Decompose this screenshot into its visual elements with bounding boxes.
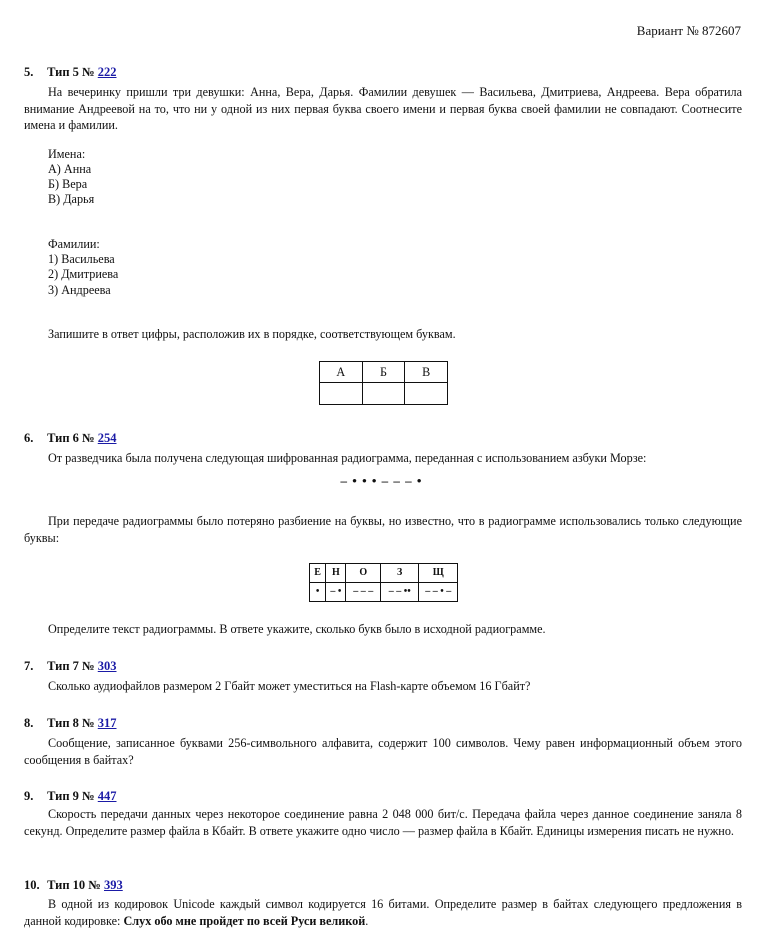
task-6-heading <box>24 430 117 447</box>
task-5-heading <box>24 64 117 81</box>
task-10-body: В одной из кодировок Unicode каждый символ кодируется 16 битами. Определите размер в байтах следующего предложения в данной кодировке: <box>24 897 742 928</box>
task-5-text: На вечеринку пришли три девушки: Анна, Вера, Дарья. Фамилии девушек — Васильева, Дмитриева, Андреева. Вера обратила внимание Андреевой на то, что ни у одной из них первая буква своего имени и первая буква своей фамилии не совпадают. Соотнесите имена и фамилии. <box>24 85 742 133</box>
task-8-heading <box>24 715 117 732</box>
task-7-heading <box>24 658 117 675</box>
morse-table <box>309 563 458 602</box>
task-10-heading <box>24 877 123 894</box>
surname-item: 1) Васильева <box>48 252 115 266</box>
name-item: Б) Вера <box>48 177 88 191</box>
task-9-text: Скорость передачи данных через некоторое соединение равна 2 048 000 бит/с. Передача файла через данное соединение заняла 8 секунд. Определите размер файла в Кбайт. В ответе укажите одно число — размер файла в Кбайт. Единицы измерения писать не нужно. <box>24 807 742 838</box>
task-8-type: Тип 8 № <box>47 716 95 730</box>
morse-letter: Е <box>310 564 326 583</box>
task-6-link[interactable]: 254 <box>97 431 117 445</box>
task-10-sentence: Слух обо мне пройдет по всей Руси великой <box>123 913 366 928</box>
answer-table <box>319 361 448 405</box>
morse-code: – • <box>326 583 346 602</box>
task-5-number: 5. <box>24 65 34 79</box>
surname-item: 3) Андреева <box>48 283 111 297</box>
answer-header-a: А <box>320 362 363 383</box>
task-9-type: Тип 9 № <box>47 789 95 803</box>
morse-letter: З <box>380 564 419 583</box>
surnames-label: Фамилии: <box>48 237 100 251</box>
task-6-question: Определите текст радиограммы. В ответе укажите, сколько букв было в исходной радиограмме. <box>48 622 546 636</box>
morse-letter: Н <box>326 564 346 583</box>
task-9-heading <box>24 788 117 805</box>
task-5-instruction: Запишите в ответ цифры, расположив их в порядке, соответствующем буквам. <box>48 327 456 341</box>
task-8-number: 8. <box>24 716 34 730</box>
surname-item: 2) Дмитриева <box>48 267 119 281</box>
names-label: Имена: <box>48 147 86 161</box>
morse-letter: О <box>346 564 380 583</box>
morse-code: – – • – <box>419 583 458 602</box>
task-6-type: Тип 6 № <box>47 431 95 445</box>
task-9-link[interactable]: 447 <box>97 789 117 803</box>
name-item: А) Анна <box>48 162 92 176</box>
task-7-text: Сколько аудиофайлов размером 2 Гбайт может уместиться на Flash-карте объемом 16 Гбайт? <box>48 679 531 693</box>
task-5-link[interactable]: 222 <box>97 65 117 79</box>
answer-header-v: В <box>405 362 448 383</box>
task-7-type: Тип 7 № <box>47 659 95 673</box>
task-5-type: Тип 5 № <box>47 65 95 79</box>
task-8-link[interactable]: 317 <box>97 716 117 730</box>
task-10-text <box>24 896 742 929</box>
morse-code: – – •• <box>380 583 419 602</box>
task-6-number: 6. <box>24 431 34 445</box>
task-8-text: Сообщение, записанное буквами 256-символьного алфавита, содержит 100 символов. Чему равен информационный объем этого сообщения в байтах? <box>24 736 742 767</box>
answer-cell[interactable] <box>320 383 363 405</box>
answer-cell[interactable] <box>362 383 405 405</box>
task-10-number: 10. <box>24 878 40 892</box>
answer-header-b: Б <box>362 362 405 383</box>
task-7-number: 7. <box>24 659 34 673</box>
task-10-period: . <box>365 913 369 928</box>
variant-number: Вариант № 872607 <box>636 23 741 38</box>
task-7-link[interactable]: 303 <box>97 659 117 673</box>
morse-message: – • • • – – – • <box>340 473 423 488</box>
answer-cell[interactable] <box>405 383 448 405</box>
morse-letter: Щ <box>419 564 458 583</box>
task-6-text-2: При передаче радиограммы было потеряно разбиение на буквы, но известно, что в радиограмме использовались только следующие буквы: <box>24 514 742 545</box>
morse-code: • <box>310 583 326 602</box>
task-6-text: От разведчика была получена следующая шифрованная радиограмма, переданная с использованием азбуки Морзе: <box>48 451 647 465</box>
morse-code: – – – <box>346 583 380 602</box>
task-9-number: 9. <box>24 789 34 803</box>
task-10-type: Тип 10 № <box>47 878 101 892</box>
task-10-link[interactable]: 393 <box>104 878 123 892</box>
name-item: В) Дарья <box>48 192 95 206</box>
